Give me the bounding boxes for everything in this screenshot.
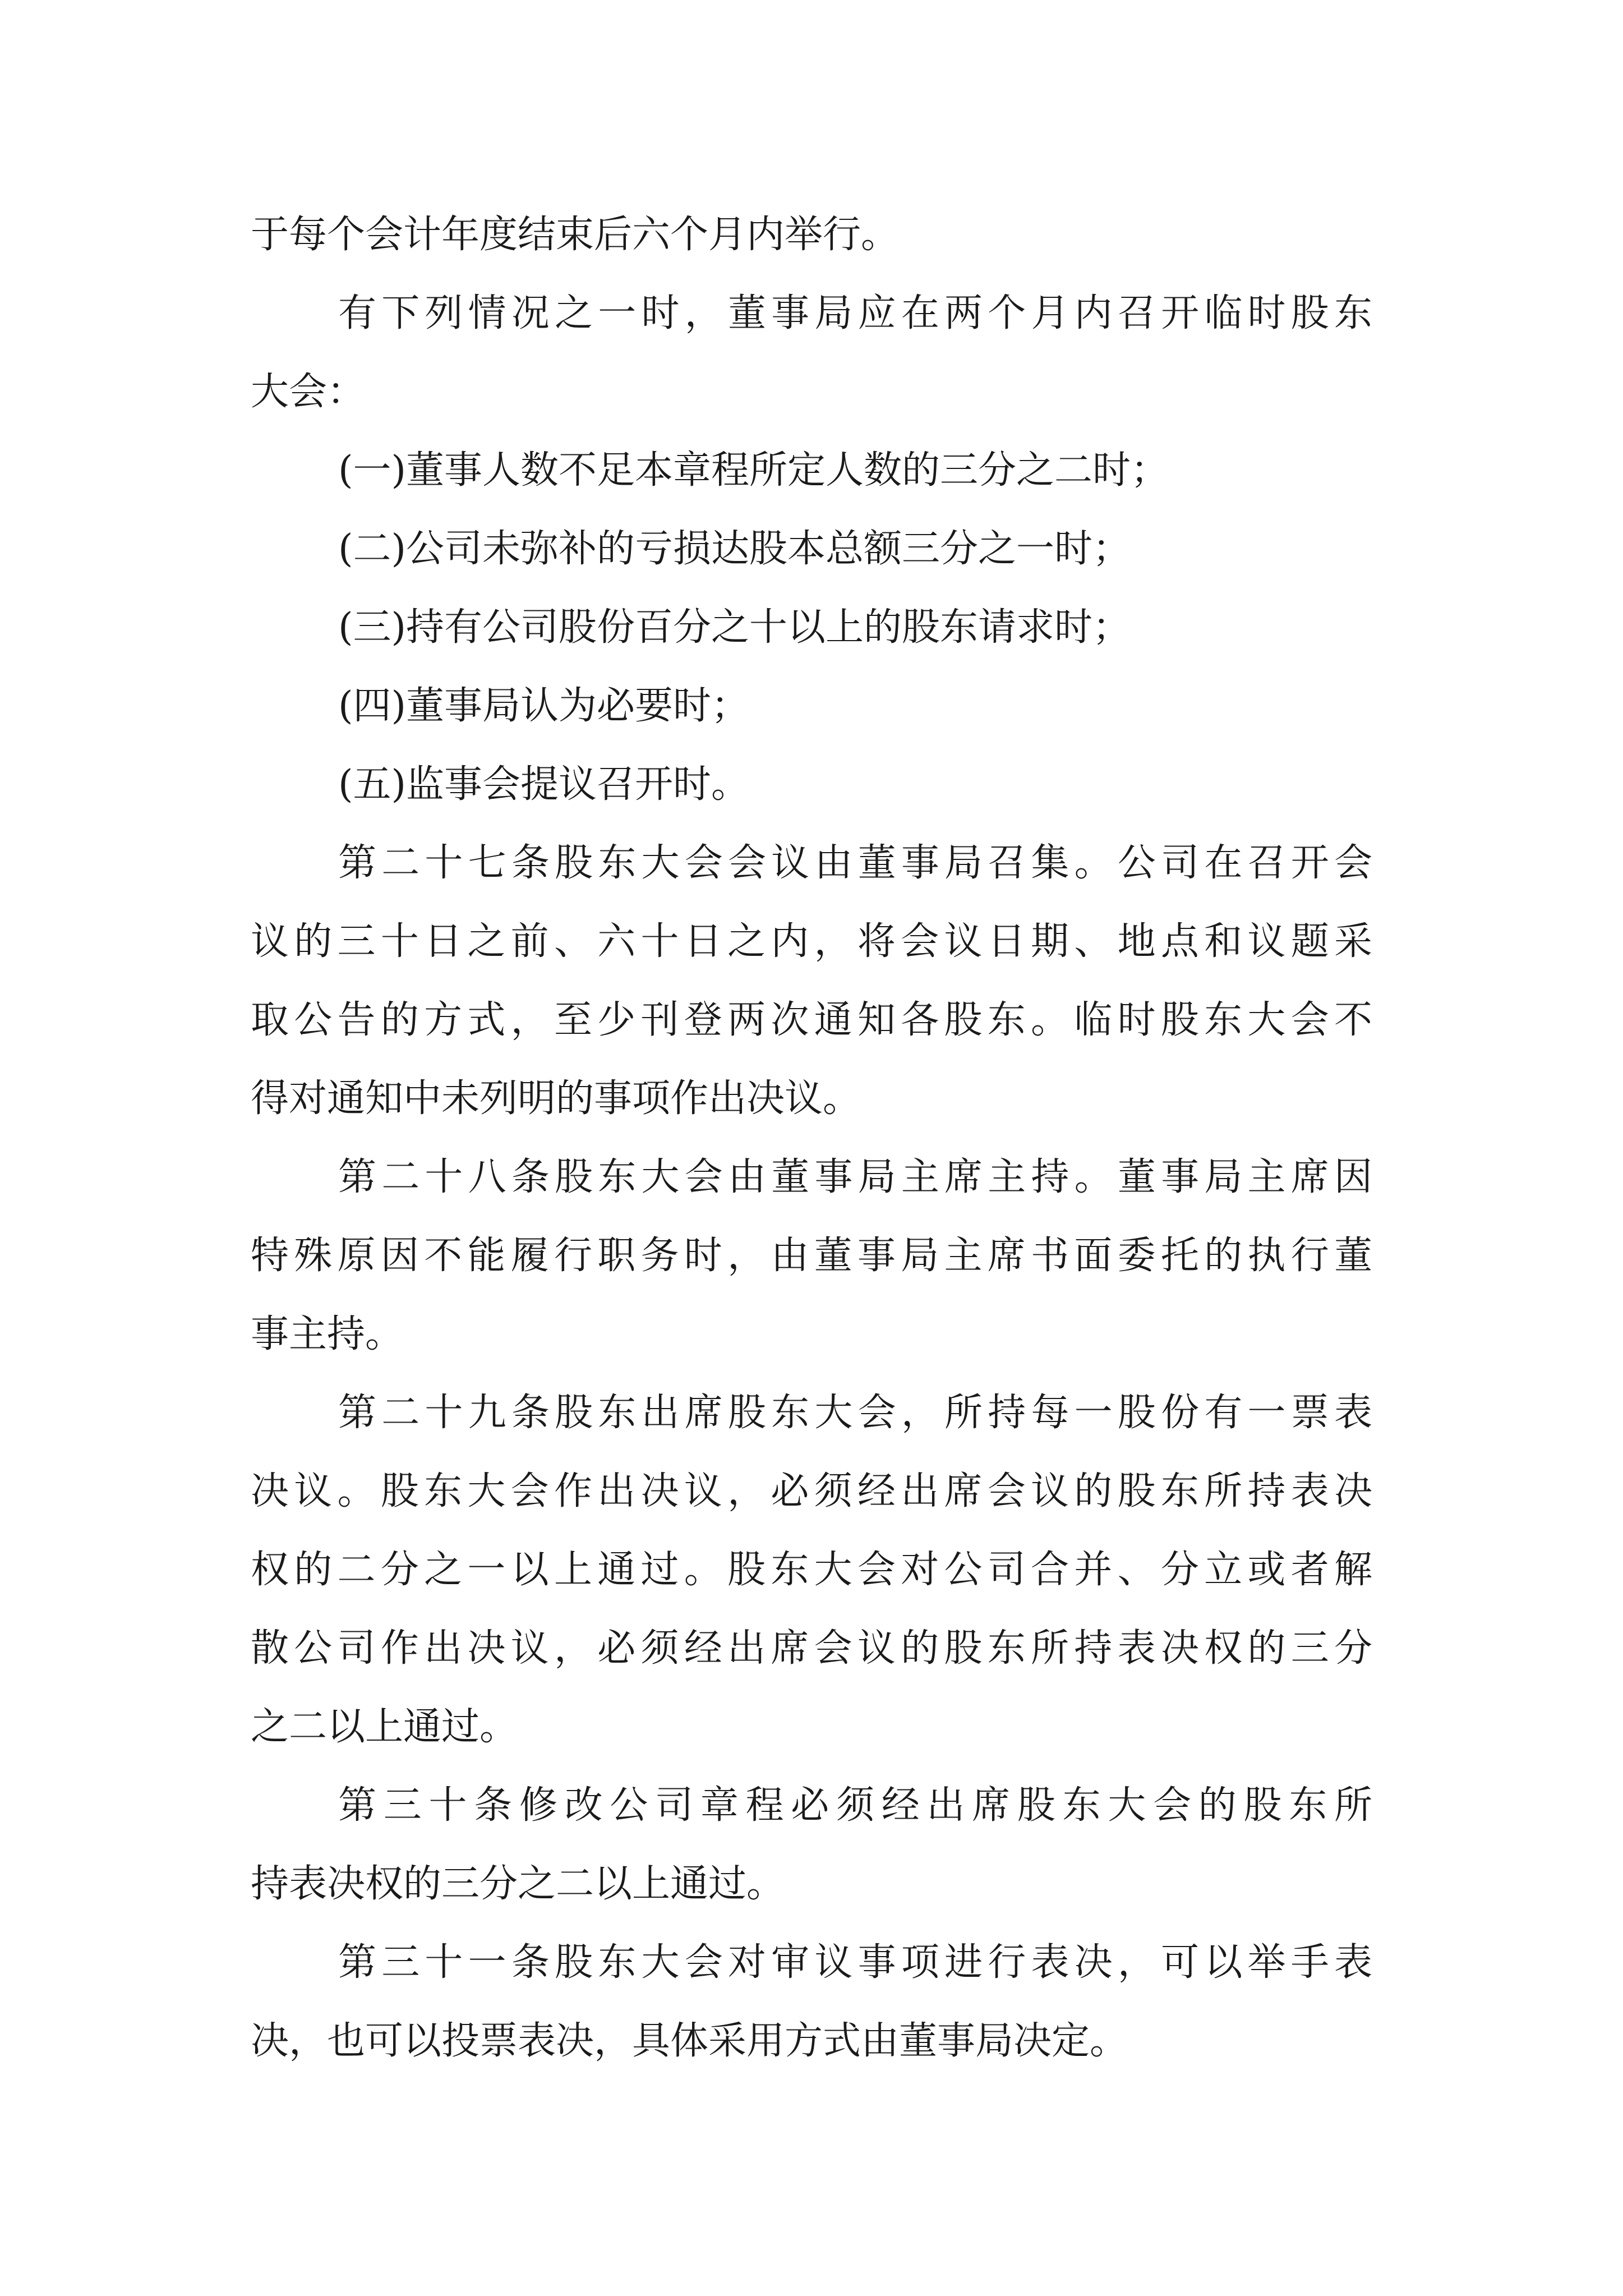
text-line: 于每个会计年度结束后六个月内举行。 — [251, 213, 900, 257]
list-item: (四)董事局认为必要时； — [338, 684, 750, 728]
text-line: 散公司作出决议，必须经出席会议的股东所持表决权的三分 — [251, 1626, 1372, 1671]
text-line: 决议。股东大会作出决议，必须经出席会议的股东所持表决 — [251, 1469, 1372, 1513]
text-line: 议的三十日之前、六十日之内，将会议日期、地点和议题采 — [251, 919, 1372, 964]
text-line: 权的二分之一以上通过。股东大会对公司合并、分立或者解 — [251, 1548, 1372, 1592]
text-line: 决，也可以投票表决，具体采用方式由董事局决定。 — [251, 2019, 1128, 2063]
list-item: (五)监事会提议召开时。 — [338, 762, 750, 807]
text-line: 第二十八条股东大会由董事局主席主持。董事局主席因 — [338, 1155, 1372, 1199]
text-line: 之二以上通过。 — [251, 1705, 518, 1749]
list-item: (一)董事人数不足本章程所定人数的三分之二时； — [338, 448, 1169, 493]
text-line: 特殊原因不能履行职务时，由董事局主席书面委托的执行董 — [251, 1234, 1372, 1278]
text-line: 得对通知中未列明的事项作出决议。 — [251, 1076, 861, 1121]
text-line: 第二十七条股东大会会议由董事局召集。公司在召开会 — [338, 841, 1372, 885]
text-line: 第三十条修改公司章程必须经出席股东大会的股东所 — [338, 1783, 1372, 1828]
text-line: 第三十一条股东大会对审议事项进行表决，可以举手表 — [338, 1940, 1372, 1985]
list-item: (二)公司未弥补的亏损达股本总额三分之一时； — [338, 527, 1131, 571]
text-line: 事主持。 — [251, 1312, 404, 1356]
text-line: 持表决权的三分之二以上通过。 — [251, 1862, 785, 1906]
text-line: 大会： — [251, 370, 366, 414]
text-line: 取公告的方式，至少刊登两次通知各股东。临时股东大会不 — [251, 998, 1372, 1042]
text-line: 有下列情况之一时，董事局应在两个月内召开临时股东 — [338, 291, 1372, 335]
text-line: 第二十九条股东出席股东大会，所持每一股份有一票表 — [338, 1391, 1372, 1435]
list-item: (三)持有公司股份百分之十以上的股东请求时； — [338, 605, 1131, 650]
